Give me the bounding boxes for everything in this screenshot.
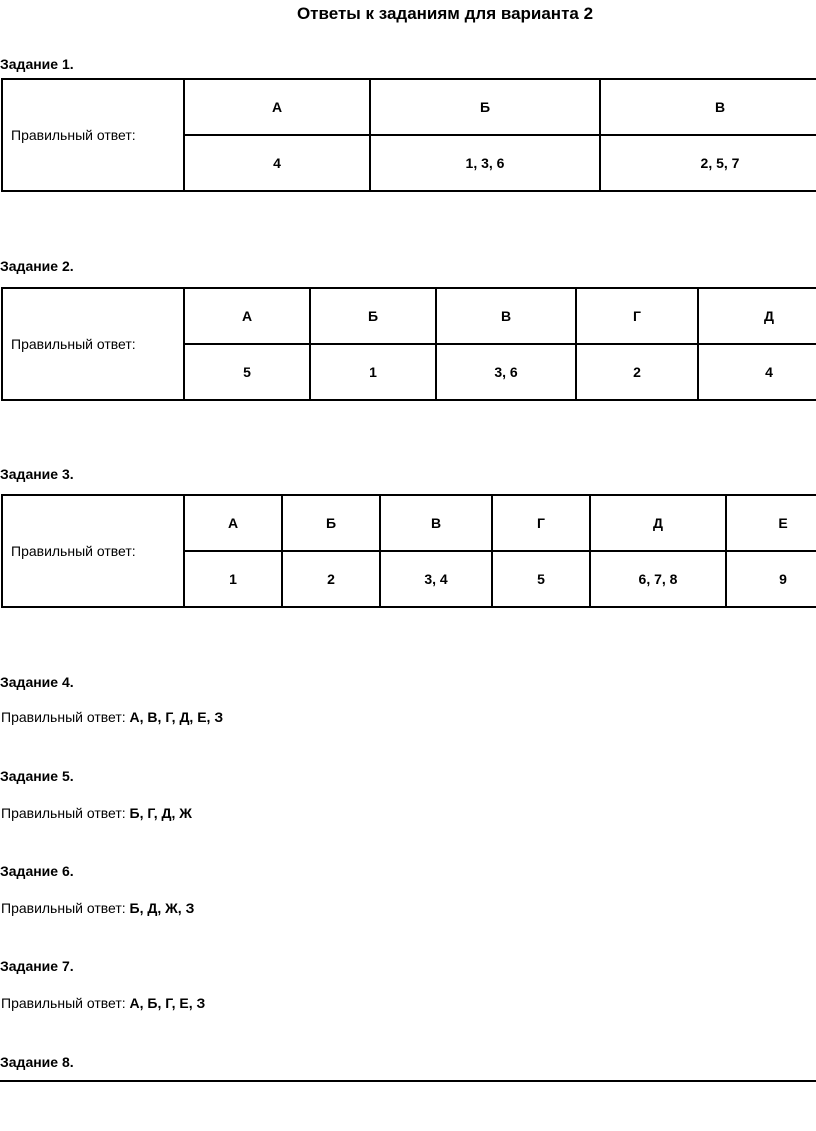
header-cell: В	[380, 495, 492, 551]
task-1-answer-table	[1, 78, 816, 192]
task-2-label: Задание 2.	[0, 258, 74, 274]
task-7-label: Задание 7.	[0, 958, 74, 974]
header-cell: Б	[310, 288, 436, 344]
header-cell: В	[600, 79, 816, 135]
task-5-answer	[1, 805, 192, 821]
header-cell: Г	[576, 288, 698, 344]
header-cell: Б	[282, 495, 380, 551]
task-6-answer	[1, 900, 194, 916]
page-title: Ответы к заданиям для варианта 2	[296, 4, 594, 23]
task-3-answer-table	[1, 494, 816, 608]
task-6-label: Задание 6.	[0, 863, 74, 879]
value-cell: 2	[576, 344, 698, 400]
divider	[0, 1080, 816, 1082]
value-cell: 1	[184, 551, 282, 607]
value-cell: 5	[184, 344, 310, 400]
task-1-label: Задание 1.	[0, 56, 74, 72]
answer-label: Правильный ответ:	[2, 79, 184, 191]
header-cell: Д	[590, 495, 726, 551]
answer-value: А, В, Г, Д, Е, З	[129, 709, 224, 725]
value-cell: 2, 5, 7	[600, 135, 816, 191]
value-cell: 5	[492, 551, 590, 607]
answer-label: Правильный ответ:	[2, 288, 184, 400]
answer-label: Правильный ответ:	[1, 900, 126, 916]
task-7-answer	[1, 995, 205, 1011]
header-cell: В	[436, 288, 576, 344]
answer-label: Правильный ответ:	[1, 805, 126, 821]
task-4-label: Задание 4.	[0, 674, 74, 690]
header-cell: А	[184, 495, 282, 551]
answer-value: Б, Г, Д, Ж	[129, 805, 192, 821]
value-cell: 3, 4	[380, 551, 492, 607]
header-cell: А	[184, 79, 370, 135]
task-2-answer-table	[1, 287, 816, 401]
answer-label: Правильный ответ:	[2, 495, 184, 607]
answer-label: Правильный ответ:	[1, 709, 126, 725]
header-cell: Г	[492, 495, 590, 551]
answer-value: А, Б, Г, Е, З	[129, 995, 206, 1011]
value-cell: 9	[726, 551, 816, 607]
value-cell: 6, 7, 8	[590, 551, 726, 607]
value-cell: 4	[698, 344, 816, 400]
header-cell: Б	[370, 79, 600, 135]
value-cell: 2	[282, 551, 380, 607]
task-4-answer	[1, 709, 223, 725]
value-cell: 1, 3, 6	[370, 135, 600, 191]
task-5-label: Задание 5.	[0, 768, 74, 784]
task-8-label: Задание 8.	[0, 1054, 74, 1070]
value-cell: 4	[184, 135, 370, 191]
task-3-label: Задание 3.	[0, 466, 74, 482]
answer-value: Б, Д, Ж, З	[129, 900, 195, 916]
value-cell: 1	[310, 344, 436, 400]
answer-label: Правильный ответ:	[1, 995, 126, 1011]
value-cell: 3, 6	[436, 344, 576, 400]
header-cell: Д	[698, 288, 816, 344]
header-cell: Е	[726, 495, 816, 551]
header-cell: А	[184, 288, 310, 344]
